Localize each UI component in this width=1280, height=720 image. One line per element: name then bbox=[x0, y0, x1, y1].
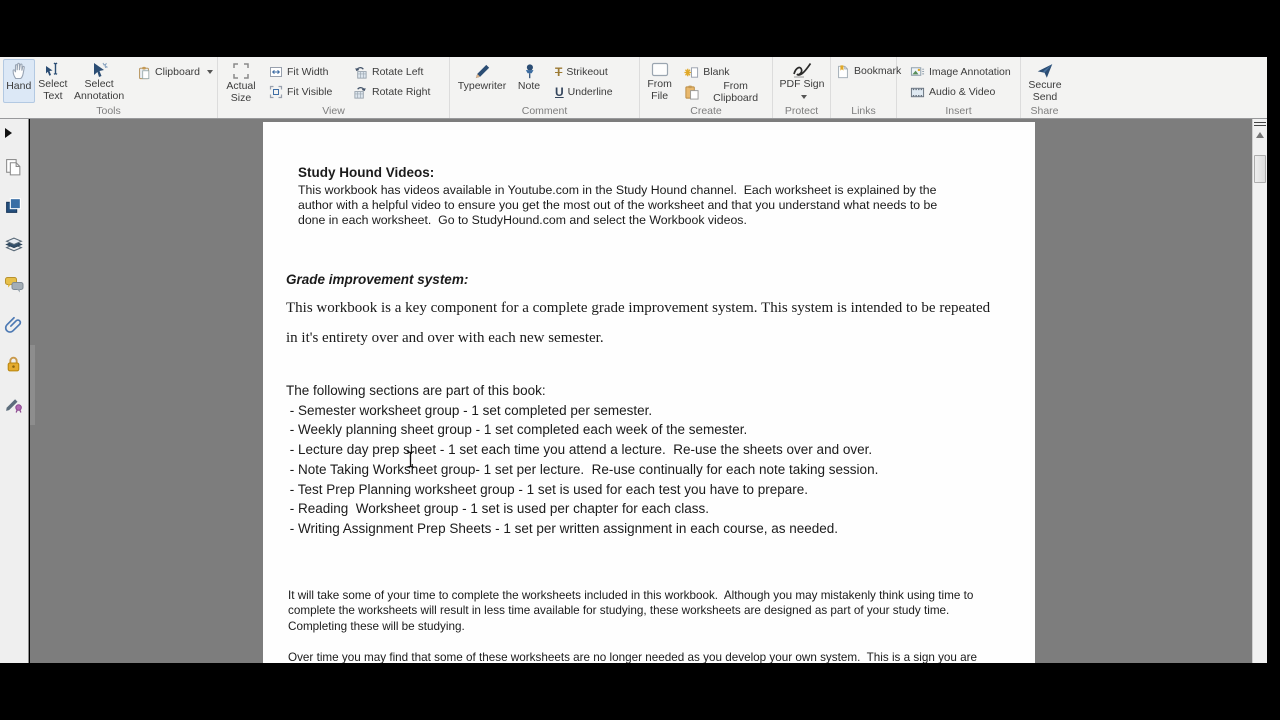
fit-width-button[interactable] bbox=[267, 62, 351, 82]
underline-icon: U bbox=[555, 85, 564, 99]
ribbon-toolbar bbox=[0, 57, 1267, 119]
doc-list-item: - Semester worksheet group - 1 set completed per semester. bbox=[286, 402, 653, 418]
hand-tool-label: Hand bbox=[6, 80, 32, 92]
letterbox-bottom bbox=[0, 663, 1280, 720]
typewriter-label: Typewriter bbox=[457, 80, 507, 92]
ribbon-group-label-insert: Insert bbox=[945, 105, 972, 117]
bookmark-icon bbox=[836, 64, 850, 79]
strikeout-button[interactable] bbox=[553, 62, 615, 82]
doc-list-item: - Test Prep Planning worksheet group - 1 set is used for each test you have to prepare. bbox=[286, 481, 809, 497]
fit-visible-icon bbox=[269, 85, 283, 99]
pdf-sign-label: PDF Sign bbox=[779, 78, 825, 90]
select-text-button[interactable] bbox=[35, 59, 72, 103]
doc-list-intro: The following sections are part of this book: bbox=[286, 383, 546, 398]
ribbon-group-create bbox=[640, 57, 773, 118]
underline-button[interactable] bbox=[553, 82, 615, 102]
bookmark-button[interactable] bbox=[834, 61, 903, 81]
clipboard-button[interactable] bbox=[135, 62, 215, 82]
select-annotation-label: Select Annotation bbox=[74, 78, 125, 102]
ribbon-group-label-tools: Tools bbox=[96, 105, 121, 117]
ribbon-group-share bbox=[1021, 57, 1068, 118]
blank-button[interactable] bbox=[682, 62, 770, 82]
doc-list-item: - Weekly planning sheet group - 1 set completed each week of the semester. bbox=[286, 422, 748, 438]
blank-page-icon bbox=[684, 65, 699, 80]
rotate-right-icon bbox=[353, 85, 368, 100]
bookmark-label: Bookmark bbox=[854, 65, 902, 77]
audio-video-button[interactable] bbox=[908, 82, 1013, 102]
rotate-left-icon bbox=[353, 65, 368, 80]
sidebar-item-layers[interactable] bbox=[4, 235, 25, 255]
from-file-label: From File bbox=[647, 78, 672, 102]
ribbon-empty-space bbox=[1068, 57, 1267, 118]
comments-icon bbox=[4, 275, 25, 294]
fit-visible-button[interactable] bbox=[267, 82, 351, 102]
fit-width-icon bbox=[269, 65, 283, 79]
doc-section-list bbox=[286, 381, 986, 539]
hand-tool-button[interactable] bbox=[3, 59, 35, 103]
stacked-pages-icon bbox=[4, 196, 25, 215]
underline-label: Underline bbox=[567, 86, 613, 98]
audio-video-label: Audio & Video bbox=[929, 86, 996, 98]
signature-pen-icon bbox=[4, 394, 25, 413]
secure-send-button[interactable] bbox=[1024, 59, 1066, 103]
fit-width-label: Fit Width bbox=[287, 66, 329, 78]
actual-size-icon bbox=[231, 61, 251, 81]
collapsed-panel-handle[interactable] bbox=[30, 345, 35, 425]
sidebar-item-digital-signatures[interactable] bbox=[4, 393, 25, 413]
sidebar-collapse-arrow-icon[interactable] bbox=[4, 123, 25, 143]
ribbon-group-label-protect: Protect bbox=[784, 105, 819, 117]
doc-list-item: - Note Taking Worksheet group- 1 set per lecture. Re-use continually for each note taking session. bbox=[286, 461, 879, 477]
doc-paragraph-overtime: Over time you may find that some of these worksheets are no longer needed as you develop your own system. This is a sign you are bbox=[288, 651, 978, 663]
vertical-scrollbar[interactable] bbox=[1252, 119, 1267, 663]
doc-paragraph-videos: This workbook has videos available in Youtube.com in the Study Hound channel. Each worksheet is explained by the author with a helpful video to ensure you get the most out of the worksheet and that you understand what needs to be done in each worksheet. Go to StudyHound.com and select the Workbook videos. bbox=[298, 183, 941, 227]
rotate-left-button[interactable] bbox=[351, 62, 447, 82]
sidebar-item-comments[interactable] bbox=[4, 274, 25, 294]
paperclip-icon bbox=[4, 315, 25, 334]
scroll-up-arrow-icon[interactable] bbox=[1256, 132, 1264, 138]
pages-icon bbox=[4, 158, 25, 177]
document-area[interactable] bbox=[30, 119, 1252, 663]
image-annotation-icon bbox=[910, 65, 925, 79]
image-annotation-button[interactable] bbox=[908, 62, 1013, 82]
doc-paragraph-time: It will take some of your time to complete the worksheets included in this workbook. Although you may mistakenly think using time to complete the worksheets will result in less time available for studying, these worksheets are designed as part of your study time. Completing these will be studying. bbox=[288, 589, 977, 633]
pdf-sign-dropdown-caret-icon bbox=[801, 95, 807, 99]
letterbox-right bbox=[1267, 57, 1280, 720]
ribbon-group-insert bbox=[897, 57, 1021, 118]
sidebar-item-attachments[interactable] bbox=[4, 314, 25, 334]
rotate-left-label: Rotate Left bbox=[372, 66, 424, 78]
sidebar-item-security[interactable] bbox=[4, 353, 25, 373]
secure-send-icon bbox=[1035, 61, 1055, 80]
ribbon-group-view bbox=[218, 57, 450, 118]
secure-send-label: Secure Send bbox=[1028, 79, 1062, 103]
fit-visible-label: Fit Visible bbox=[287, 86, 333, 98]
select-text-icon bbox=[44, 61, 62, 79]
ribbon-group-label-create: Create bbox=[690, 105, 722, 117]
doc-list-item: - Writing Assignment Prep Sheets - 1 set per written assignment in each course, as needed. bbox=[286, 520, 839, 536]
doc-heading-grade-improvement: Grade improvement system: bbox=[286, 272, 469, 287]
ribbon-group-label-share: Share bbox=[1030, 105, 1059, 117]
from-clipboard-button[interactable] bbox=[682, 82, 770, 102]
rotate-right-label: Rotate Right bbox=[372, 86, 431, 98]
pdf-page bbox=[263, 122, 1035, 663]
pdf-sign-signature-icon bbox=[791, 61, 813, 79]
typewriter-icon bbox=[473, 61, 492, 81]
ribbon-group-label-links: Links bbox=[851, 105, 876, 117]
scrollbar-split-handle[interactable] bbox=[1254, 120, 1266, 129]
ribbon-group-label-comment: Comment bbox=[521, 105, 568, 117]
clipboard-label: Clipboard bbox=[155, 66, 200, 78]
letterbox-top bbox=[0, 0, 1280, 57]
ribbon-group-label-view: View bbox=[322, 105, 345, 117]
blank-label: Blank bbox=[703, 66, 730, 78]
select-annotation-icon bbox=[90, 61, 108, 79]
ribbon-group-tools bbox=[0, 57, 218, 118]
text-cursor-pointer bbox=[405, 450, 416, 469]
note-button[interactable] bbox=[511, 59, 547, 103]
doc-list-item: - Lecture day prep sheet - 1 set each time you attend a lecture. Re-use the sheets over and over. bbox=[286, 442, 873, 458]
select-annotation-button[interactable] bbox=[71, 59, 127, 103]
ribbon-group-comment bbox=[450, 57, 640, 118]
ribbon-group-links bbox=[831, 57, 902, 118]
image-annotation-label: Image Annotation bbox=[929, 66, 1011, 78]
clipboard-dropdown-caret-icon bbox=[207, 70, 213, 74]
layers-icon bbox=[4, 236, 25, 255]
strikeout-icon: T bbox=[555, 65, 563, 79]
hand-icon bbox=[9, 61, 29, 81]
lock-icon bbox=[4, 354, 25, 373]
rotate-right-button[interactable] bbox=[351, 82, 447, 102]
doc-paragraph-system-line1: This workbook is a key component for a complete grade improvement system. This system is intended to be repeated bbox=[286, 300, 991, 316]
doc-paragraph-system-line2: in it's entirety over and over with each new semester. bbox=[286, 330, 604, 346]
doc-heading-study-hound-videos: Study Hound Videos: bbox=[298, 165, 435, 180]
actual-size-button[interactable] bbox=[221, 59, 261, 103]
from-file-icon bbox=[650, 61, 670, 79]
sidebar-item-bookmarks[interactable] bbox=[4, 195, 25, 215]
audio-video-icon bbox=[910, 86, 925, 99]
ribbon-group-protect bbox=[773, 57, 831, 118]
sidebar-item-pages[interactable] bbox=[4, 157, 25, 177]
typewriter-button[interactable] bbox=[453, 59, 511, 103]
from-clipboard-label: From Clipboard bbox=[713, 80, 759, 104]
doc-list-item: - Reading Worksheet group - 1 set is used per chapter for each class. bbox=[286, 501, 709, 517]
note-label: Note bbox=[517, 80, 541, 92]
from-clipboard-icon bbox=[684, 85, 699, 100]
from-file-button[interactable] bbox=[643, 59, 676, 103]
actual-size-label: Actual Size bbox=[226, 80, 256, 104]
clipboard-icon bbox=[137, 65, 151, 80]
select-text-label: Select Text bbox=[38, 78, 68, 102]
note-pushpin-icon bbox=[520, 61, 538, 81]
scrollbar-thumb[interactable] bbox=[1254, 155, 1266, 183]
sidebar-panel-bar bbox=[0, 119, 29, 663]
strikeout-label: Strikeout bbox=[566, 66, 608, 78]
pdf-sign-button[interactable] bbox=[776, 59, 828, 103]
